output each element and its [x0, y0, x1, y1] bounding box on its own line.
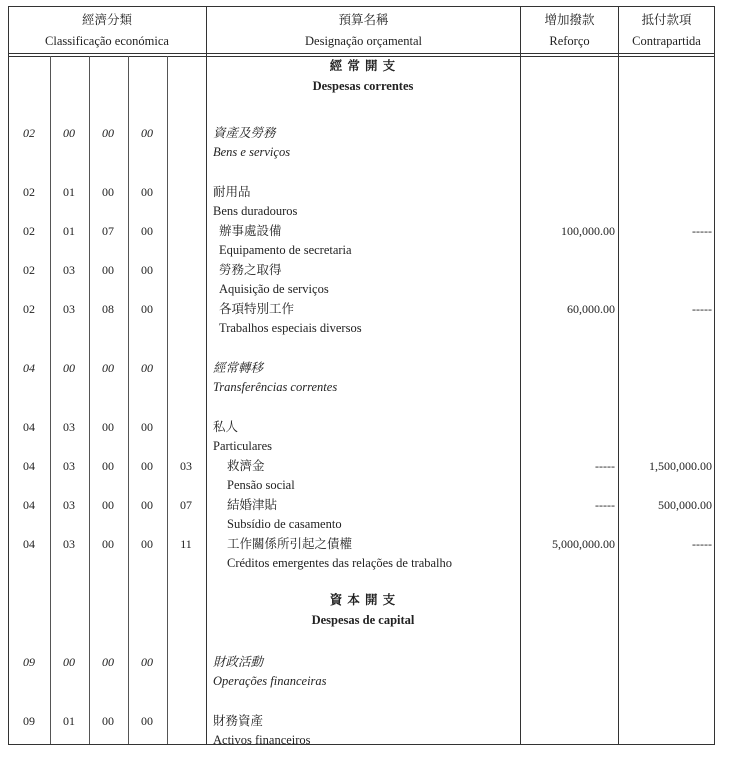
- designation-pt: Bens duradouros: [213, 204, 298, 218]
- column-divider: [618, 6, 619, 745]
- table-border-left: [8, 6, 9, 745]
- economic-code-3: 00: [102, 361, 114, 375]
- header-divider: [8, 53, 715, 54]
- economic-code-3: 00: [102, 185, 114, 199]
- designation-zh: 耐用品: [213, 185, 251, 199]
- economic-code-2: 03: [63, 263, 75, 277]
- designation-pt: Bens e serviços: [213, 145, 291, 159]
- economic-code-1: 09: [23, 714, 35, 728]
- economic-code-4: 00: [141, 420, 153, 434]
- economic-code-2: 03: [63, 459, 75, 473]
- economic-code-2: 01: [63, 714, 75, 728]
- budget-table: [8, 6, 715, 745]
- economic-code-2: 00: [63, 126, 75, 140]
- designation-zh: 私人: [213, 420, 239, 434]
- header-designation-pt: Designação orçamental: [305, 34, 422, 48]
- code-column-divider: [167, 56, 168, 744]
- economic-code-1: 02: [23, 302, 35, 316]
- header-classification-pt: Classificação económica: [45, 34, 169, 48]
- economic-code-5: 07: [180, 498, 192, 512]
- header-counterpart-pt: Contrapartida: [632, 34, 701, 48]
- economic-code-1: 04: [23, 459, 35, 473]
- economic-code-1: 04: [23, 361, 35, 375]
- designation-pt: Trabalhos especiais diversos: [219, 321, 362, 335]
- code-column-divider: [89, 56, 90, 744]
- designation-pt: Equipamento de secretaria: [219, 243, 352, 257]
- reinforcement-amount: -----: [595, 459, 615, 473]
- designation-zh: 救濟金: [227, 459, 265, 473]
- designation-pt: Operações financeiras: [213, 674, 327, 688]
- header-reinforcement-pt: Reforço: [549, 34, 590, 48]
- economic-code-3: 00: [102, 126, 114, 140]
- header-classification-zh: 經濟分類: [81, 13, 132, 27]
- counterpart-amount: -----: [692, 537, 712, 551]
- designation-zh: 財政活動: [213, 655, 264, 669]
- designation-zh: 經常轉移: [213, 361, 264, 375]
- designation-pt: Aquisição de serviços: [219, 282, 329, 296]
- economic-code-1: 04: [23, 537, 35, 551]
- economic-code-2: 01: [63, 185, 75, 199]
- economic-code-1: 02: [23, 224, 35, 238]
- economic-code-2: 01: [63, 224, 75, 238]
- column-divider: [520, 6, 521, 745]
- code-column-divider: [128, 56, 129, 744]
- economic-code-1: 02: [23, 263, 35, 277]
- section-title-zh: 資 本 開 支: [329, 593, 397, 607]
- economic-code-3: 00: [102, 420, 114, 434]
- economic-code-1: 09: [23, 655, 35, 669]
- economic-code-3: 00: [102, 498, 114, 512]
- reinforcement-amount: 60,000.00: [567, 302, 615, 316]
- economic-code-4: 00: [141, 224, 153, 238]
- section-title-zh: 經 常 開 支: [329, 59, 397, 73]
- header-counterpart-zh: 抵付款項: [641, 13, 692, 27]
- header-designation-zh: 預算名稱: [338, 13, 389, 27]
- header-reinforcement-zh: 增加撥款: [544, 13, 595, 27]
- table-border-top: [8, 6, 715, 7]
- economic-code-1: 04: [23, 498, 35, 512]
- table-border-bottom: [8, 744, 715, 745]
- designation-pt: Pensão social: [227, 478, 295, 492]
- economic-code-4: 00: [141, 126, 153, 140]
- economic-code-4: 00: [141, 263, 153, 277]
- economic-code-3: 00: [102, 459, 114, 473]
- economic-code-2: 03: [63, 498, 75, 512]
- economic-code-2: 03: [63, 302, 75, 316]
- economic-code-3: 07: [102, 224, 114, 238]
- economic-code-1: 02: [23, 185, 35, 199]
- designation-zh: 各項特別工作: [219, 302, 295, 316]
- economic-code-2: 03: [63, 420, 75, 434]
- section-title-pt: Despesas de capital: [311, 613, 415, 627]
- economic-code-3: 00: [102, 655, 114, 669]
- economic-code-4: 00: [141, 498, 153, 512]
- designation-pt: Particulares: [213, 439, 273, 453]
- designation-zh: 辦事處設備: [219, 224, 282, 238]
- economic-code-4: 00: [141, 185, 153, 199]
- economic-code-2: 00: [63, 361, 75, 375]
- counterpart-amount: -----: [692, 302, 712, 316]
- column-divider: [206, 6, 207, 745]
- designation-zh: 勞務之取得: [219, 263, 282, 277]
- designation-pt: Activos financeiros: [213, 733, 311, 747]
- designation-pt: Créditos emergentes das relações de trabalho: [227, 556, 453, 570]
- economic-code-5: 11: [180, 537, 192, 551]
- designation-zh: 財務資產: [213, 714, 264, 728]
- designation-zh: 結婚津貼: [227, 498, 278, 512]
- table-border-right: [714, 6, 715, 745]
- section-title-pt: Despesas correntes: [312, 79, 414, 93]
- code-column-divider: [50, 56, 51, 744]
- economic-code-3: 08: [102, 302, 114, 316]
- economic-code-3: 00: [102, 537, 114, 551]
- economic-code-4: 00: [141, 655, 153, 669]
- reinforcement-amount: 100,000.00: [561, 224, 615, 238]
- designation-zh: 資產及勞務: [213, 126, 276, 140]
- economic-code-4: 00: [141, 302, 153, 316]
- reinforcement-amount: 5,000,000.00: [552, 537, 615, 551]
- designation-pt: Transferências correntes: [213, 380, 338, 394]
- economic-code-2: 03: [63, 537, 75, 551]
- designation-zh: 工作關係所引起之債權: [227, 537, 353, 551]
- counterpart-amount: 1,500,000.00: [649, 459, 712, 473]
- reinforcement-amount: -----: [595, 498, 615, 512]
- economic-code-3: 00: [102, 714, 114, 728]
- counterpart-amount: 500,000.00: [658, 498, 712, 512]
- header-divider-double: [8, 56, 715, 57]
- economic-code-5: 03: [180, 459, 192, 473]
- economic-code-1: 04: [23, 420, 35, 434]
- economic-code-1: 02: [23, 126, 35, 140]
- designation-pt: Subsídio de casamento: [227, 517, 342, 531]
- economic-code-4: 00: [141, 459, 153, 473]
- economic-code-4: 00: [141, 361, 153, 375]
- counterpart-amount: -----: [692, 224, 712, 238]
- economic-code-4: 00: [141, 537, 153, 551]
- economic-code-3: 00: [102, 263, 114, 277]
- economic-code-4: 00: [141, 714, 153, 728]
- economic-code-2: 00: [63, 655, 75, 669]
